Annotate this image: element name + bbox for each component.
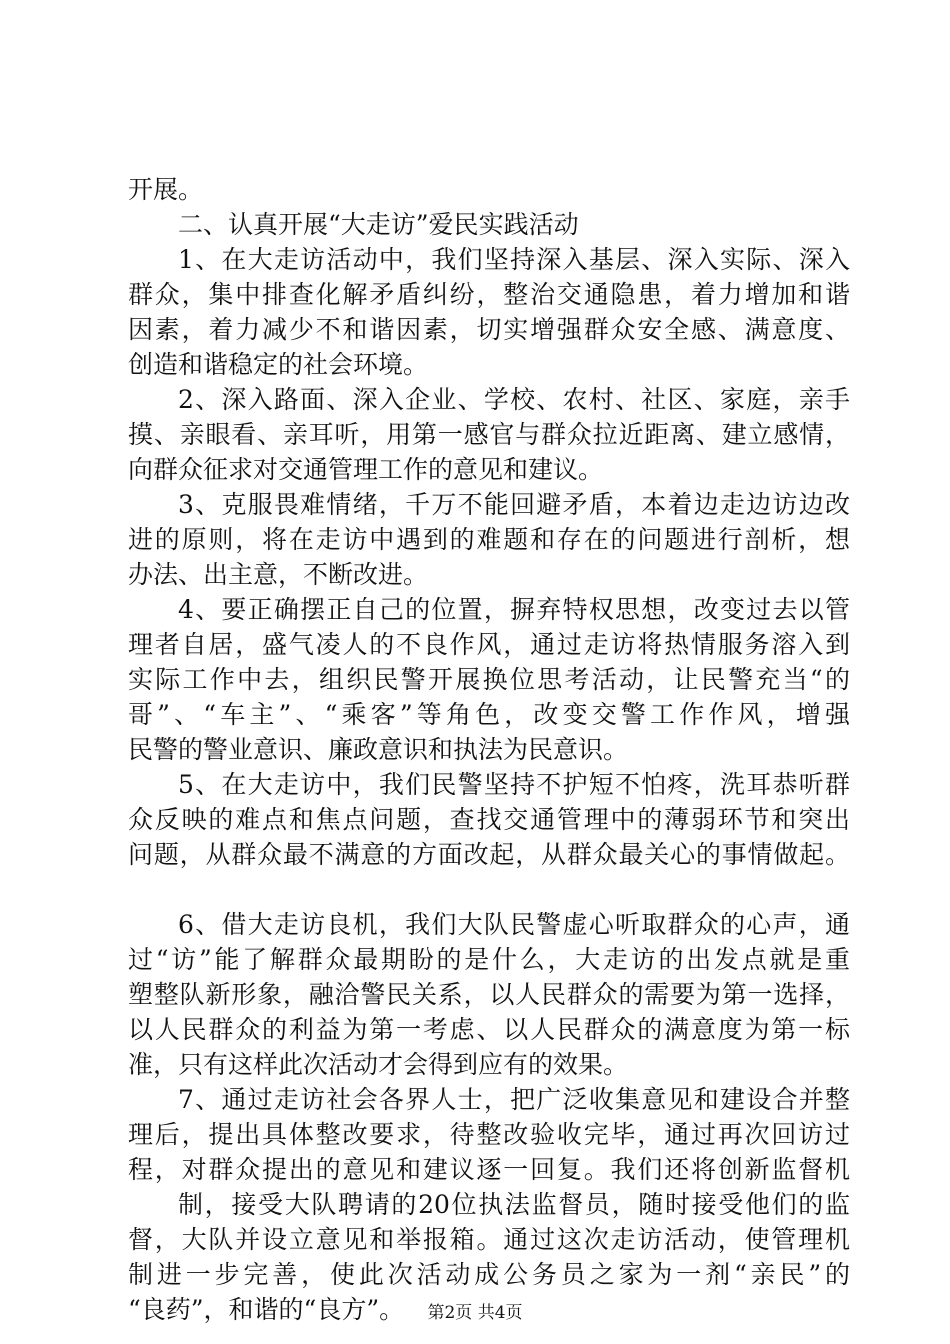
text-line: 哥”、“车主”、“乘客”等角色，改变交警工作作风，增强 xyxy=(128,700,850,729)
text-line: “良药”，和谐的“良方”。 xyxy=(128,1295,405,1324)
text-line: 督，大队并设立意见和举报箱。通过这次走访活动，使管理机 xyxy=(128,1225,850,1254)
text-line: 摸、亲眼看、亲耳听，用第一感官与群众拉近距离、建立感情， xyxy=(128,420,850,449)
text-line: 群众，集中排查化解矛盾纠纷，整治交通隐患，着力增加和谐 xyxy=(128,280,850,309)
text-line: 民警的警业意识、廉政意识和执法为民意识。 xyxy=(128,735,629,764)
text-line: 理后，提出具体整改要求，待整改验收完毕，通过再次回访过 xyxy=(128,1120,850,1149)
text-line: 准，只有这样此次活动才会得到应有的效果。 xyxy=(128,1050,629,1079)
text-line: 制，接受大队聘请的20位执法监督员，随时接受他们的监 xyxy=(178,1190,850,1219)
text-line: 创造和谐稳定的社会环境。 xyxy=(128,350,429,379)
text-line: 4、要正确摆正自己的位置，摒弃特权思想，改变过去以管 xyxy=(178,595,850,624)
text-line: 向群众征求对交通管理工作的意见和建议。 xyxy=(128,455,604,484)
text-line: 程，对群众提出的意见和建议逐一回复。我们还将创新监督机 xyxy=(128,1155,850,1184)
text-line: 因素，着力减少不和谐因素，切实增强群众安全感、满意度、 xyxy=(128,315,850,344)
text-line: 办法、出主意，不断改进。 xyxy=(128,560,429,589)
text-line: 开展。 xyxy=(128,175,204,204)
text-line: 5、在大走访中，我们民警坚持不护短不怕疼，洗耳恭听群 xyxy=(178,770,850,799)
text-line: 实际工作中去，组织民警开展换位思考活动，让民警充当“的 xyxy=(128,665,850,694)
text-line: 2、深入路面、深入企业、学校、农村、社区、家庭，亲手 xyxy=(178,385,850,414)
text-line: 过“访”能了解群众最期盼的是什么，大走访的出发点就是重 xyxy=(128,945,850,974)
text-line: 6、借大走访良机，我们大队民警虚心听取群众的心声，通 xyxy=(178,910,850,939)
text-line: 理者自居，盛气凌人的不良作风，通过走访将热情服务溶入到 xyxy=(128,630,850,659)
text-line: 众反映的难点和焦点问题，查找交通管理中的薄弱环节和突出 xyxy=(128,805,850,834)
text-line: 二、认真开展“大走访”爱民实践活动 xyxy=(178,210,579,239)
document-body xyxy=(128,172,850,1327)
text-line: 1、在大走访活动中，我们坚持深入基层、深入实际、深入 xyxy=(178,245,850,274)
text-line: 问题，从群众最不满意的方面改起，从群众最关心的事情做起。 xyxy=(128,840,850,869)
text-line: 7、通过走访社会各界人士，把广泛收集意见和建设合并整 xyxy=(178,1085,850,1114)
text-line: 以人民群众的利益为第一考虑、以人民群众的满意度为第一标 xyxy=(128,1015,850,1044)
text-line: 塑整队新形象，融洽警民关系，以人民群众的需要为第一选择， xyxy=(128,980,850,1009)
page-footer: 第2页 共4页 xyxy=(427,1303,523,1323)
text-line: 进的原则，将在走访中遇到的难题和存在的问题进行剖析，想 xyxy=(128,525,850,554)
text-line: 制进一步完善，使此次活动成公务员之家为一剂“亲民”的 xyxy=(128,1260,850,1289)
blank-line xyxy=(128,872,850,907)
text-line: 3、克服畏难情绪，千万不能回避矛盾，本着边走边访边改 xyxy=(178,490,850,519)
